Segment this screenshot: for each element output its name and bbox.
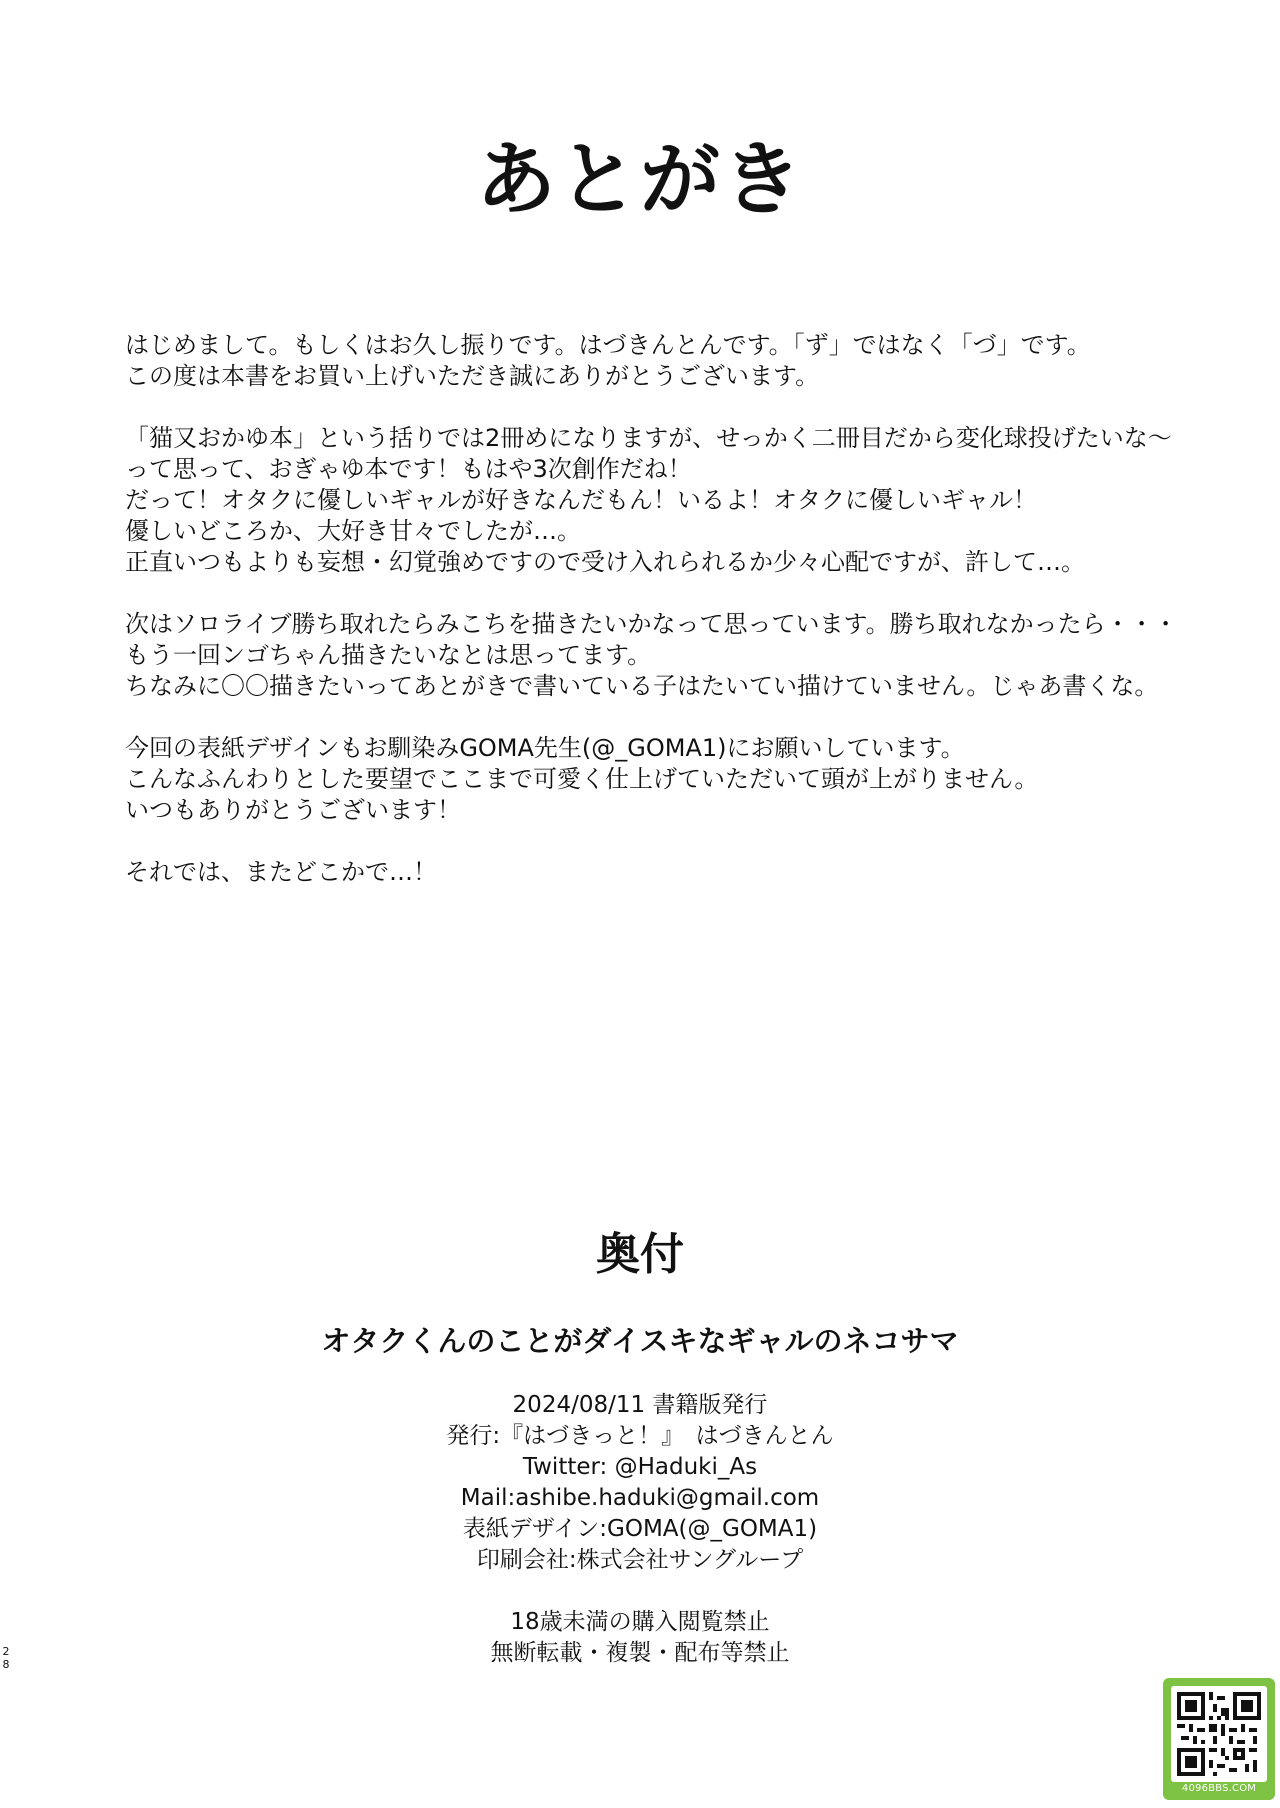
age-restriction-notice: 18歳未満の購入閲覧禁止: [510, 1609, 770, 1635]
printing-company: 印刷会社:株式会社サングループ: [476, 1547, 804, 1573]
book-title: オタクくんのことがダイスキなギャルのネコサマ: [321, 1324, 959, 1358]
text-line: 「猫又おかゆ本」という括りでは2冊めになりますが、せっかく二冊目だから変化球投げたいな～: [125, 424, 1172, 452]
text-line: いつもありがとうございます！: [125, 796, 461, 824]
publish-date: 2024/08/11 書籍版発行: [512, 1392, 768, 1418]
text-line: だって！オタクに優しいギャルが好きなんだもん！いるよ！オタクに優しいギャル！: [125, 486, 1037, 514]
text-line: ちなみに〇〇描きたいってあとがきで書いている子はたいてい描けていません。じゃあ書くな。: [125, 672, 1159, 700]
text-line: もう一回ンゴちゃん描きたいなとは思ってます。: [125, 641, 652, 669]
text-line: 次はソロライブ勝ち取れたらみこちを描きたいかなって思っています。勝ち取れなかったら・・・: [125, 610, 1178, 638]
text-line: はじめまして。もしくはお久し振りです。はづきんとんです。「ず」ではなく「づ」です。: [125, 331, 1091, 359]
colophon-title: 奥付: [596, 1229, 684, 1280]
text-line: 今回の表紙デザインもお馴染みGOMA先生(@_GOMA1)にお願いしています。: [125, 734, 965, 762]
text-line: って思って、おぎゃゆ本です！もはや3次創作だね！: [125, 455, 692, 483]
paragraph-next-plans: [125, 609, 1185, 702]
twitter-handle: Twitter: @Haduki_As: [522, 1454, 758, 1480]
text-line: この度は本書をお買い上げいただき誠にありがとうございます。: [125, 362, 820, 390]
afterword-title: あとがき: [476, 133, 804, 226]
paragraph-cover-thanks: [125, 733, 1185, 826]
qr-code-icon: [1171, 1686, 1267, 1782]
cover-design-credit: 表紙デザイン:GOMA(@_GOMA1): [462, 1516, 818, 1542]
text-line: こんなふんわりとした要望でここまで可愛く仕上げていただいて頭が上がりません。: [125, 765, 1039, 793]
paragraph-closing: [125, 857, 1185, 888]
site-watermark: [1163, 1678, 1275, 1800]
mail-address: Mail:ashibe.haduki@gmail.com: [460, 1485, 820, 1511]
text-line: 優しいどころか、大好き甘々でしたが…。: [125, 517, 581, 545]
colophon-info: [0, 1390, 1280, 1576]
page-number: [1, 1645, 11, 1671]
text-line: 正直いつもよりも妄想・幻覚強めですので受け入れられるか少々心配ですが、許して…。: [125, 548, 1085, 576]
text-line: それでは、またどこかで…！: [125, 858, 437, 886]
paragraph-greeting: [125, 330, 1185, 392]
paragraph-book-intro: [125, 423, 1185, 578]
reproduction-notice: 無断転載・複製・配布等禁止: [490, 1640, 790, 1666]
colophon-notices: [0, 1607, 1280, 1669]
page-number-digit: 8: [2, 1658, 10, 1671]
page-number-digit: 2: [2, 1645, 10, 1658]
publisher: 発行:『はづきっと！』 はづきんとん: [446, 1423, 834, 1449]
afterword-body: [125, 330, 1185, 919]
watermark-label: 4096BBS.COM: [1181, 1783, 1257, 1794]
